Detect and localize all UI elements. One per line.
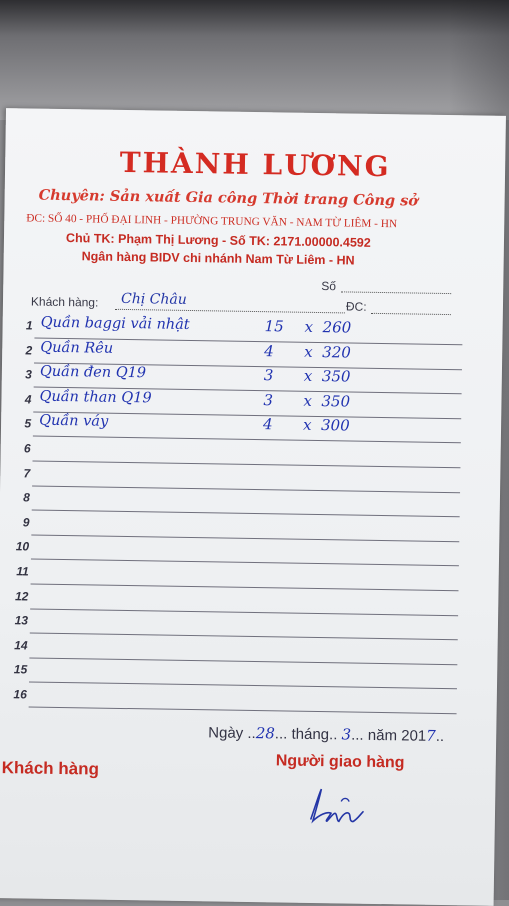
table-surface-top bbox=[0, 0, 509, 120]
multiply-sign: x bbox=[304, 317, 314, 336]
item-price: 320 bbox=[322, 342, 352, 362]
customer-field-line bbox=[115, 309, 345, 314]
item-name: Quần than Q19 bbox=[39, 388, 152, 407]
year-digit: 7 bbox=[426, 726, 436, 745]
multiply-sign: x bbox=[304, 342, 313, 361]
year-label: năm 201 bbox=[367, 726, 427, 745]
item-quantity: 3 bbox=[263, 390, 274, 410]
row-number: 15 bbox=[13, 662, 28, 677]
item-name: Quần đen Q19 bbox=[39, 363, 147, 382]
row-number: 7 bbox=[23, 465, 31, 481]
item-name: Quần Rêu bbox=[40, 339, 114, 357]
row-number: 1 bbox=[25, 318, 33, 333]
item-name: Quần baggi vải nhật bbox=[40, 314, 190, 333]
multiply-sign: x bbox=[302, 416, 312, 435]
row-number: 5 bbox=[24, 416, 32, 431]
row-number: 3 bbox=[25, 367, 32, 382]
item-quantity: 15 bbox=[264, 317, 284, 336]
item-quantity: 3 bbox=[263, 366, 274, 385]
shop-name: THÀNH LƯƠNG bbox=[119, 145, 391, 184]
item-quantity: 4 bbox=[262, 415, 273, 434]
address-field-line bbox=[371, 313, 451, 315]
row-number: 12 bbox=[14, 588, 29, 604]
item-price: 300 bbox=[320, 416, 350, 435]
multiply-sign: x bbox=[303, 366, 313, 386]
receipt-number-field bbox=[341, 291, 451, 294]
row-line bbox=[29, 707, 457, 715]
item-name: Quần váy bbox=[38, 413, 109, 431]
customer-signature-label: Khách hàng bbox=[1, 758, 100, 779]
row-number: 13 bbox=[14, 613, 29, 628]
row-number: 6 bbox=[23, 441, 31, 456]
deliverer-signature-label: Người giao hàng bbox=[275, 752, 405, 772]
receipt-number-label: Số bbox=[321, 279, 337, 294]
row-number: 2 bbox=[25, 343, 33, 358]
row-number: 16 bbox=[13, 687, 27, 702]
signature-scribble bbox=[305, 783, 376, 830]
shop-specialty: Chuyên: Sản xuất Gia công Thời trang Công sở bbox=[38, 186, 419, 210]
shop-address: ĐC: SỐ 40 - PHỐ ĐẠI LINH - PHƯỜNG TRUNG VĂN - NAM TỪ LIÊM - HN bbox=[26, 212, 398, 231]
day-label: Ngày bbox=[208, 724, 244, 742]
multiply-sign: x bbox=[303, 391, 313, 410]
row-number: 9 bbox=[22, 515, 30, 530]
date-line: Ngày ..28... tháng.. 3... năm 2017.. bbox=[208, 724, 445, 746]
receipt-paper bbox=[0, 108, 506, 906]
item-price: 260 bbox=[322, 318, 352, 337]
item-quantity: 4 bbox=[264, 341, 274, 360]
month-value: 3 bbox=[341, 725, 352, 744]
item-price: 350 bbox=[321, 391, 351, 411]
day-value: 28 bbox=[255, 724, 276, 743]
row-number: 4 bbox=[24, 392, 32, 407]
address-label: ĐC: bbox=[345, 299, 367, 314]
item-price: 350 bbox=[321, 367, 351, 386]
row-number: 11 bbox=[16, 564, 29, 579]
bank-account: Chủ TK: Phạm Thị Lương - Số TK: 2171.00000.4592 bbox=[65, 231, 371, 250]
row-number: 10 bbox=[15, 539, 30, 554]
customer-name: Chị Châu bbox=[120, 290, 187, 308]
bank-name: Ngân hàng BIDV chi nhánh Nam Từ Liêm - HN bbox=[81, 249, 355, 268]
row-number: 14 bbox=[14, 638, 28, 653]
month-label: tháng bbox=[291, 725, 330, 744]
deliverer-signature bbox=[305, 783, 376, 835]
customer-label: Khách hàng: bbox=[30, 294, 99, 310]
row-number: 8 bbox=[23, 490, 31, 505]
